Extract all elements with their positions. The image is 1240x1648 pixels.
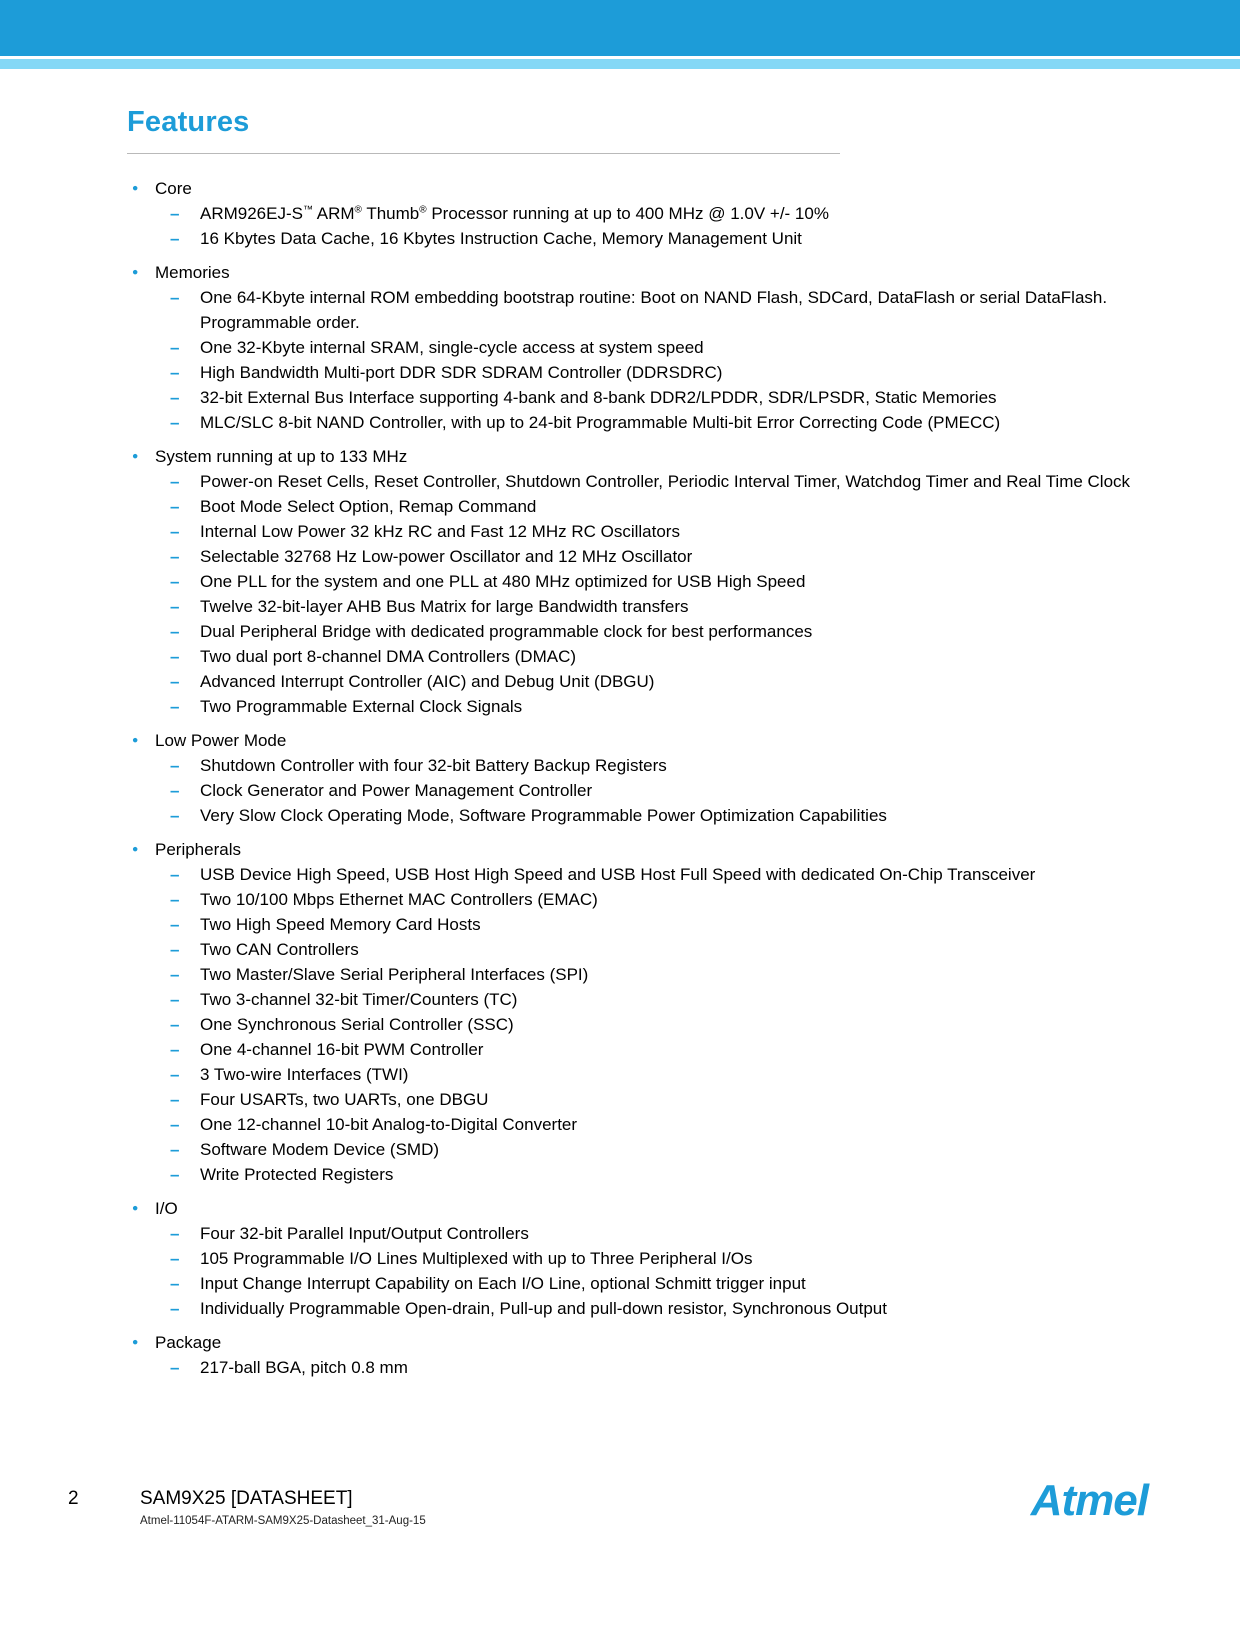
feature-item-text: One Synchronous Serial Controller (SSC) — [200, 1015, 514, 1034]
feature-sublist — [170, 753, 1140, 828]
atmel-logo: Atmel — [1030, 1476, 1148, 1525]
dash-icon: – — [170, 622, 180, 641]
feature-item — [170, 912, 1140, 937]
feature-item — [170, 469, 1140, 494]
feature-item-text: Two Programmable External Clock Signals — [200, 697, 523, 716]
feature-item-text: MLC/SLC 8-bit NAND Controller, with up to 24-bit Programmable Multi-bit Error Correcting Code (PMECC) — [200, 413, 1001, 432]
feature-item — [170, 226, 1140, 251]
feature-item — [170, 669, 1140, 694]
feature-section-row — [127, 260, 1140, 285]
dash-icon: – — [170, 965, 180, 984]
feature-sublist — [170, 285, 1140, 435]
feature-item-text: One 12-channel 10-bit Analog-to-Digital Converter — [200, 1115, 578, 1134]
dash-icon: – — [170, 522, 180, 541]
feature-item-text: Four 32-bit Parallel Input/Output Controllers — [200, 1224, 529, 1243]
feature-item-text: Dual Peripheral Bridge with dedicated programmable clock for best performances — [200, 622, 813, 641]
feature-section — [127, 837, 1140, 1187]
feature-sublist — [170, 862, 1140, 1187]
page-footer — [0, 1476, 1240, 1552]
dash-icon: – — [170, 697, 180, 716]
feature-item-text: Two CAN Controllers — [200, 940, 359, 959]
dash-icon: – — [170, 597, 180, 616]
doc-reference: Atmel-11054F-ATARM-SAM9X25-Datasheet_31-Aug-15 — [140, 1515, 426, 1527]
feature-sublist — [170, 201, 1140, 251]
title-rule — [127, 153, 840, 154]
feature-item-text: Selectable 32768 Hz Low-power Oscillator and 12 MHz Oscillator — [200, 547, 693, 566]
feature-item-text: 16 Kbytes Data Cache, 16 Kbytes Instruction Cache, Memory Management Unit — [200, 229, 802, 248]
dash-icon: – — [170, 1299, 180, 1318]
feature-item — [170, 887, 1140, 912]
feature-item-text: Twelve 32-bit-layer AHB Bus Matrix for large Bandwidth transfers — [200, 597, 689, 616]
dash-icon: – — [170, 572, 180, 591]
feature-item — [170, 937, 1140, 962]
feature-item-text: Two dual port 8-channel DMA Controllers (DMAC) — [200, 647, 577, 666]
feature-section-label: Package — [155, 1333, 222, 1352]
feature-section-label: Low Power Mode — [155, 731, 287, 750]
feature-section-label: Core — [155, 179, 192, 198]
feature-item — [170, 385, 1140, 410]
dash-icon: – — [170, 338, 180, 357]
dash-icon: – — [170, 288, 180, 307]
dash-icon: – — [170, 781, 180, 800]
feature-item-text: One PLL for the system and one PLL at 480 MHz optimized for USB High Speed — [200, 572, 806, 591]
feature-item — [170, 1162, 1140, 1187]
feature-item-text: Clock Generator and Power Management Controller — [200, 781, 593, 800]
dash-icon: – — [170, 1165, 180, 1184]
feature-sublist — [170, 1221, 1140, 1321]
dash-icon: – — [170, 1274, 180, 1293]
feature-sublist — [170, 1355, 1140, 1380]
feature-item — [170, 778, 1140, 803]
feature-item-text: Write Protected Registers — [200, 1165, 394, 1184]
feature-section-row — [127, 1330, 1140, 1355]
feature-section — [127, 1330, 1140, 1380]
dash-icon: – — [170, 672, 180, 691]
dash-icon: – — [170, 890, 180, 909]
bullet-icon: ● — [132, 734, 139, 746]
feature-item — [170, 1296, 1140, 1321]
feature-item — [170, 1246, 1140, 1271]
bullet-icon: ● — [132, 266, 139, 278]
bullet-icon: ● — [132, 1336, 139, 1348]
dash-icon: – — [170, 1358, 180, 1377]
dash-icon: – — [170, 1040, 180, 1059]
dash-icon: – — [170, 1140, 180, 1159]
feature-section-row — [127, 176, 1140, 201]
dash-icon: – — [170, 229, 180, 248]
feature-item — [170, 594, 1140, 619]
feature-section-row — [127, 728, 1140, 753]
feature-item-text: High Bandwidth Multi-port DDR SDR SDRAM Controller (DDRSDRC) — [200, 363, 723, 382]
feature-item — [170, 335, 1140, 360]
feature-section-label: System running at up to 133 MHz — [155, 447, 408, 466]
feature-item — [170, 619, 1140, 644]
dash-icon: – — [170, 547, 180, 566]
feature-item — [170, 285, 1140, 335]
feature-item-text: 217-ball BGA, pitch 0.8 mm — [200, 1358, 408, 1377]
feature-item — [170, 1112, 1140, 1137]
feature-item — [170, 201, 1140, 226]
feature-item — [170, 987, 1140, 1012]
feature-item — [170, 644, 1140, 669]
feature-item-text: One 64-Kbyte internal ROM embedding bootstrap routine: Boot on NAND Flash, SDCard, DataFlash or serial DataFlash. Programmable order. — [200, 288, 1108, 332]
feature-section — [127, 260, 1140, 435]
dash-icon: – — [170, 865, 180, 884]
feature-section-label: Memories — [155, 263, 230, 282]
feature-section-row — [127, 444, 1140, 469]
dash-icon: – — [170, 363, 180, 382]
dash-icon: – — [170, 915, 180, 934]
feature-item-text: One 4-channel 16-bit PWM Controller — [200, 1040, 484, 1059]
feature-item — [170, 1271, 1140, 1296]
dash-icon: – — [170, 204, 180, 223]
feature-item — [170, 862, 1140, 887]
feature-item-text: One 32-Kbyte internal SRAM, single-cycle access at system speed — [200, 338, 704, 357]
feature-item-text: Two 10/100 Mbps Ethernet MAC Controllers (EMAC) — [200, 890, 598, 909]
dash-icon: – — [170, 1249, 180, 1268]
feature-item-text: Two 3-channel 32-bit Timer/Counters (TC) — [200, 990, 518, 1009]
feature-section — [127, 728, 1140, 828]
features-list — [127, 176, 1140, 1380]
feature-section — [127, 176, 1140, 251]
dash-icon: – — [170, 497, 180, 516]
feature-item — [170, 1087, 1140, 1112]
feature-item — [170, 494, 1140, 519]
feature-section-row — [127, 837, 1140, 862]
bullet-icon: ● — [132, 1202, 139, 1214]
doc-title: SAM9X25 [DATASHEET] — [140, 1488, 353, 1509]
feature-item-text: Very Slow Clock Operating Mode, Software Programmable Power Optimization Capabilities — [200, 806, 887, 825]
feature-item — [170, 410, 1140, 435]
feature-item — [170, 1137, 1140, 1162]
feature-item — [170, 694, 1140, 719]
header-bar — [0, 0, 1240, 56]
feature-item — [170, 519, 1140, 544]
feature-item-text: 3 Two-wire Interfaces (TWI) — [200, 1065, 409, 1084]
feature-item-text: 32-bit External Bus Interface supporting 4-bank and 8-bank DDR2/LPDDR, SDR/LPSDR, Static Memories — [200, 388, 997, 407]
feature-item-text: Two High Speed Memory Card Hosts — [200, 915, 481, 934]
feature-item — [170, 569, 1140, 594]
feature-section-label: I/O — [155, 1199, 178, 1218]
feature-item — [170, 753, 1140, 778]
feature-item-text: Four USARTs, two UARTs, one DBGU — [200, 1090, 489, 1109]
feature-item — [170, 544, 1140, 569]
feature-item-text: USB Device High Speed, USB Host High Speed and USB Host Full Speed with dedicated On-Chip Transceiver — [200, 865, 1036, 884]
feature-item-text: ARM926EJ-S™ ARM® Thumb® Processor running at up to 400 MHz @ 1.0V +/- 10% — [200, 204, 829, 223]
bullet-icon: ● — [132, 843, 139, 855]
dash-icon: – — [170, 413, 180, 432]
feature-item-text: Boot Mode Select Option, Remap Command — [200, 497, 537, 516]
dash-icon: – — [170, 1224, 180, 1243]
page-number: 2 — [68, 1488, 79, 1509]
feature-item — [170, 1012, 1140, 1037]
dash-icon: – — [170, 1115, 180, 1134]
bullet-icon: ● — [132, 182, 139, 194]
dash-icon: – — [170, 1090, 180, 1109]
feature-item — [170, 962, 1140, 987]
feature-section — [127, 1196, 1140, 1321]
feature-section-row — [127, 1196, 1140, 1221]
feature-item-text: Advanced Interrupt Controller (AIC) and Debug Unit (DBGU) — [200, 672, 655, 691]
dash-icon: – — [170, 990, 180, 1009]
header-stripe — [0, 59, 1240, 69]
feature-section-label: Peripherals — [155, 840, 241, 859]
feature-item-text: Internal Low Power 32 kHz RC and Fast 12 MHz RC Oscillators — [200, 522, 680, 541]
feature-item — [170, 1221, 1140, 1246]
dash-icon: – — [170, 1065, 180, 1084]
dash-icon: – — [170, 806, 180, 825]
feature-item-text: Input Change Interrupt Capability on Each I/O Line, optional Schmitt trigger input — [200, 1274, 806, 1293]
feature-section — [127, 444, 1140, 719]
dash-icon: – — [170, 472, 180, 491]
feature-item — [170, 1355, 1140, 1380]
feature-item-text: Two Master/Slave Serial Peripheral Interfaces (SPI) — [200, 965, 589, 984]
dash-icon: – — [170, 940, 180, 959]
dash-icon: – — [170, 756, 180, 775]
bullet-icon: ● — [132, 450, 139, 462]
feature-item — [170, 803, 1140, 828]
feature-item-text: Power-on Reset Cells, Reset Controller, Shutdown Controller, Periodic Interval Timer, Watchdog Timer and Real Time Clock — [200, 472, 1131, 491]
feature-item — [170, 360, 1140, 385]
dash-icon: – — [170, 1015, 180, 1034]
feature-item — [170, 1062, 1140, 1087]
feature-sublist — [170, 469, 1140, 719]
feature-item-text: Individually Programmable Open-drain, Pull-up and pull-down resistor, Synchronous Output — [200, 1299, 887, 1318]
feature-item-text: 105 Programmable I/O Lines Multiplexed with up to Three Peripheral I/Os — [200, 1249, 753, 1268]
feature-item-text: Software Modem Device (SMD) — [200, 1140, 440, 1159]
dash-icon: – — [170, 647, 180, 666]
page-title: Features — [127, 106, 250, 138]
dash-icon: – — [170, 388, 180, 407]
page-content — [0, 106, 1240, 1380]
feature-item-text: Shutdown Controller with four 32-bit Battery Backup Registers — [200, 756, 667, 775]
feature-item — [170, 1037, 1140, 1062]
